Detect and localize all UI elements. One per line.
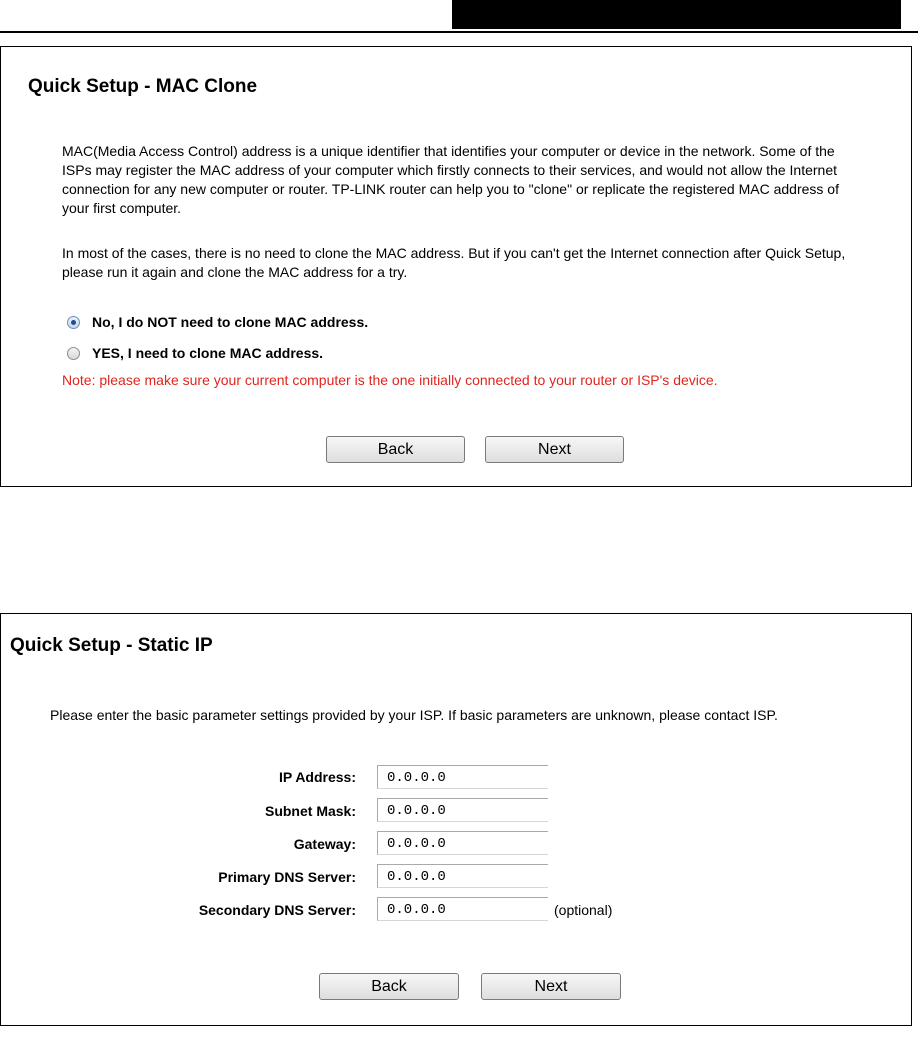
mac-clone-panel — [0, 46, 912, 487]
back-button[interactable]: Back — [326, 436, 465, 463]
header-bar — [452, 0, 901, 29]
radio-no-clone-label: No, I do NOT need to clone MAC address. — [92, 314, 369, 330]
primary-dns-input[interactable] — [377, 864, 548, 888]
mac-clone-description: MAC(Media Access Control) address is a unique identifier that identifies your computer or device in the network. Some of the ISPs may register the MAC address of your computer which firstly connects to their services, and would not allow the Internet connection for any new computer or router. TP-LINK router can help you to "clone" or replicate the registered MAC address of your first computer. — [62, 143, 839, 216]
radio-no-clone[interactable] — [67, 312, 368, 332]
field-label: IP Address: — [278, 769, 356, 785]
mac-clone-title: Quick Setup - MAC Clone — [28, 76, 258, 97]
next-button[interactable]: Next — [485, 436, 624, 463]
ip-address-input[interactable] — [377, 765, 548, 789]
gateway-input[interactable] — [377, 831, 548, 855]
radio-yes-clone-label: YES, I need to clone MAC address. — [92, 345, 324, 361]
mac-clone-note: Note: please make sure your current computer is the one initially connected to your router or ISP's device. — [62, 372, 718, 388]
mac-clone-hint: In most of the cases, there is no need to clone the MAC address. But if you can't get the Internet connection after Quick Setup, please run it again and clone the MAC address for a try. — [62, 245, 846, 280]
optional-hint: (optional) — [554, 902, 613, 918]
field-label: Gateway: — [293, 836, 356, 852]
field-label: Secondary DNS Server: — [198, 902, 356, 918]
header-divider — [0, 31, 918, 33]
subnet-mask-input[interactable] — [377, 798, 548, 822]
radio-yes-clone-button[interactable] — [67, 347, 80, 360]
next-button[interactable]: Next — [481, 973, 621, 1000]
radio-yes-clone[interactable] — [67, 343, 323, 363]
secondary-dns-input[interactable] — [377, 897, 548, 921]
radio-no-clone-button[interactable] — [67, 316, 80, 329]
static-ip-description: Please enter the basic parameter settings provided by your ISP. If basic parameters are unknown, please contact ISP. — [50, 707, 778, 723]
static-ip-panel — [0, 613, 912, 1026]
field-label: Primary DNS Server: — [218, 869, 356, 885]
static-ip-title: Quick Setup - Static IP — [10, 635, 213, 656]
field-label: Subnet Mask: — [264, 803, 356, 819]
back-button[interactable]: Back — [319, 973, 459, 1000]
